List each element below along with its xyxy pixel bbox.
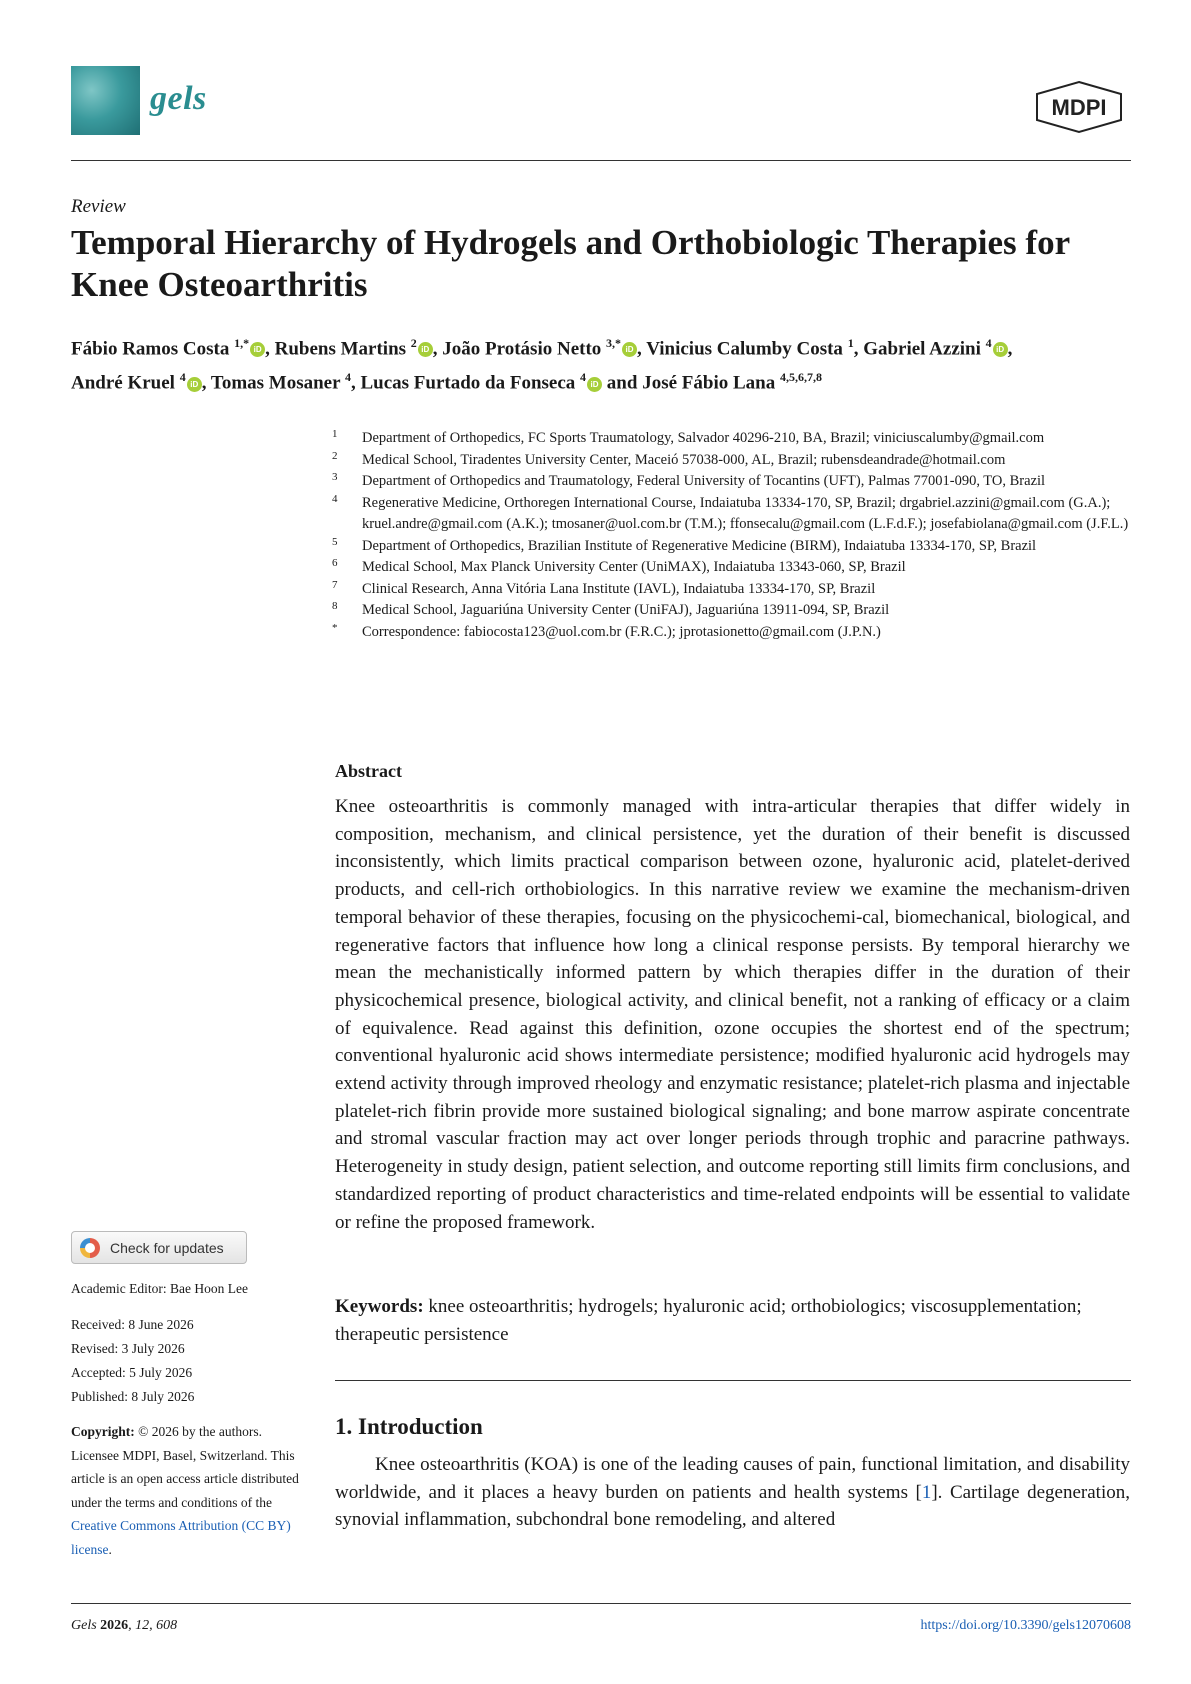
affiliation-number: 6 <box>332 557 338 569</box>
date-published: Published: 8 July 2026 <box>71 1389 195 1404</box>
section-heading-introduction: 1. Introduction <box>335 1414 483 1439</box>
affiliation-item <box>332 579 1132 601</box>
keywords-text: knee osteoarthritis; hydrogels; hyaluronic acid; orthobiologics; viscosupplementation; therapeutic persistence <box>335 1296 1082 1345</box>
date-received: Received: 8 June 2026 <box>71 1317 194 1332</box>
affiliation-number: 4 <box>332 492 338 505</box>
orcid-icon[interactable]: iD <box>250 342 265 357</box>
author-list <box>71 329 1137 398</box>
author-name: Lucas Furtado da Fonseca <box>360 372 576 394</box>
date-revised: Revised: 3 July 2026 <box>71 1341 185 1356</box>
author-affiliation-sup: 2 <box>410 336 417 350</box>
author-separator: , <box>265 338 275 360</box>
author-separator: and <box>602 372 643 394</box>
mdpi-logo-text: MDPI <box>1051 95 1107 120</box>
affiliation-number: 5 <box>332 535 338 548</box>
author-name: Vinicius Calumby Costa <box>646 338 843 360</box>
affiliation-item <box>332 450 1132 472</box>
mdpi-logo <box>1031 80 1127 134</box>
intro-text-part2: ]. Cartilage degeneration, synovial inflammation, subchondral bone remodeling, and altered <box>335 1481 1130 1531</box>
author-line-2 <box>71 363 1137 397</box>
citation-link[interactable]: 1 <box>921 1481 932 1503</box>
author-separator: , <box>350 372 361 394</box>
author-affiliation-sup: 3,* <box>606 336 622 350</box>
check-updates-label: Check for updates <box>110 1239 224 1256</box>
footer-journal: Gels <box>71 1618 97 1633</box>
affiliation-text: Department of Orthopedics and Traumatology, Federal University of Tocantins (UFT), Palmas 77001-090, TO, Brazil <box>362 473 1046 489</box>
article-title: Temporal Hierarchy of Hydrogels and Orthobiologic Therapies for Knee Osteoarthritis <box>71 223 1070 304</box>
author-separator: , <box>201 372 211 394</box>
author-separator: , <box>432 338 443 360</box>
author-name: André Kruel <box>71 372 175 394</box>
footer-year: 2026 <box>100 1618 129 1633</box>
affiliation-text: Clinical Research, Anna Vitória Lana Institute (IAVL), Indaiatuba 13334-170, SP, Brazil <box>362 580 876 597</box>
license-link[interactable]: Creative Commons Attribution (CC BY) license <box>71 1518 291 1557</box>
article-type: Review <box>71 196 126 217</box>
date-accepted: Accepted: 5 July 2026 <box>71 1365 193 1380</box>
orcid-icon[interactable]: iD <box>587 377 602 392</box>
affiliation-item <box>332 471 1132 493</box>
affiliation-item <box>332 622 1132 644</box>
author-affiliation-sup: 4 <box>344 370 351 385</box>
author-name: José Fábio Lana <box>642 372 776 394</box>
check-for-updates-button[interactable] <box>71 1231 247 1264</box>
affiliation-text: Medical School, Max Planck University Center (UniMAX), Indaiatuba 13343-060, SP, Brazil <box>362 559 906 575</box>
intro-text-part1: Knee osteoarthritis (KOA) is one of the leading causes of pain, functional limitation, and disability worldwide, and it places a heavy burden on patients and health systems [ <box>335 1454 1130 1503</box>
journal-logo-image <box>71 66 140 135</box>
author-line-1 <box>71 329 1137 363</box>
author-affiliation-sup: 4 <box>985 336 992 350</box>
footer-volume-pages: , 12, 608 <box>128 1618 178 1633</box>
author-affiliation-sup: 1 <box>847 336 854 350</box>
author-separator: , <box>1007 338 1013 360</box>
affiliation-number: 1 <box>332 428 338 440</box>
academic-editor: Academic Editor: Bae Hoon Lee <box>71 1281 248 1296</box>
orcid-icon[interactable]: iD <box>187 377 202 392</box>
author-name: João Protásio Netto <box>442 338 602 360</box>
footer-rule <box>71 1603 1131 1604</box>
affiliation-number: * <box>332 621 338 634</box>
affiliation-text: Regenerative Medicine, Orthoregen International Course, Indaiatuba 13334-170, SP, Brazil; drgabriel.azzini@gmail.com (G.A.); kruel.andre@gmail.com (A.K.); tmosaner@uol.com.br (T.M.); ffonsecalu@gmail.com (L.F.d.F.); josefabiolana@gmail.com (J.F.L.) <box>362 494 1129 532</box>
affiliation-item <box>332 557 1132 579</box>
author-separator: , <box>637 338 647 360</box>
affiliation-text: Correspondence: fabiocosta123@uol.com.br (F.R.C.); jprotasionetto@gmail.com (J.P.N.) <box>362 623 881 640</box>
journal-name: gels <box>150 80 207 117</box>
introduction-text <box>335 1451 1130 1534</box>
author-affiliation-sup: 4,5,6,7,8 <box>779 370 822 385</box>
check-updates-icon <box>80 1238 100 1258</box>
author-affiliation-sup: 4 <box>580 370 587 385</box>
author-name: Fábio Ramos Costa <box>71 338 230 360</box>
author-name: Gabriel Azzini <box>863 338 981 360</box>
affiliation-item <box>332 600 1132 622</box>
affiliation-number: 8 <box>332 600 338 612</box>
license-end: . <box>108 1541 112 1557</box>
affiliation-text: Department of Orthopedics, Brazilian Institute of Regenerative Medicine (BIRM), Indaiatuba 13334-170, SP, Brazil <box>362 537 1037 554</box>
affiliation-item <box>332 428 1132 450</box>
orcid-icon[interactable]: iD <box>418 342 433 357</box>
copyright-notice <box>71 1420 306 1561</box>
author-affiliation-sup: 1,* <box>234 336 250 350</box>
abstract-heading: Abstract <box>335 761 402 781</box>
header-rule <box>71 160 1131 161</box>
affiliation-number: 7 <box>332 578 338 591</box>
footer-citation <box>71 1618 177 1634</box>
keywords-label: Keywords: <box>335 1296 424 1317</box>
affiliation-number: 2 <box>332 449 338 462</box>
doi-link[interactable]: https://doi.org/10.3390/gels12070608 <box>920 1618 1131 1633</box>
orcid-icon[interactable]: iD <box>993 342 1008 357</box>
author-separator: , <box>853 338 864 360</box>
abstract-text: Knee osteoarthritis is commonly managed with intra-articular therapies that differ widely in composition, mechanism, and clinical persistence, yet the duration of their benefit is discussed inconsistently, which limits practical comparison between ozone, hyaluronic acid, platelet-derived products, and cell-rich orthobiologics. In this narrative review we examine the mechanism-driven temporal behavior of these therapies, focusing on the physicochemi-cal, biomechanical, biological, and regenerative factors that influence how long a clinical response persists. By temporal hierarchy we mean the mechanistically informed pattern by which therapies differ in the duration of their physicochemical presence, biological activity, and clinical benefit, not a ranking of efficacy or a claim of equivalence. Read against this definition, ozone occupies the shortest end of the spectrum; conventional hyaluronic acid shows intermediate persistence; modified hyaluronic acid hydrogels may extend activity through improved rheology and enzymatic resistance; platelet-rich plasma and injectable platelet-rich fibrin provide more sustained biological signaling; and bone marrow aspirate concentrate and stromal vascular fraction may act over longer periods through trophic and paracrine pathways. Heterogeneity in study design, patient selection, and outcome reporting still limits firm conclusions, and standardized reporting of product characteristics and time-related endpoints will be essential to validate or refine the proposed framework. <box>335 796 1130 1233</box>
affiliation-text: Medical School, Tiradentes University Center, Maceió 57038-000, AL, Brazil; rubensdeandrade@hotmail.com <box>362 451 1006 468</box>
affiliation-list <box>332 428 1132 643</box>
affiliation-item <box>332 536 1132 558</box>
author-affiliation-sup: 4 <box>179 370 186 385</box>
orcid-icon[interactable]: iD <box>622 342 637 357</box>
author-name: Tomas Mosaner <box>210 372 341 394</box>
affiliation-text: Department of Orthopedics, FC Sports Traumatology, Salvador 40296-210, BA, Brazil; viniciuscalumby@gmail.com <box>362 430 1045 446</box>
abstract-rule <box>335 1380 1131 1381</box>
affiliation-number: 3 <box>332 471 338 483</box>
keywords <box>335 1293 1130 1349</box>
copyright-text: © 2026 by the authors. Licensee MDPI, Basel, Switzerland. This article is an open access article distributed under the terms and conditions of the <box>71 1424 299 1510</box>
author-name: Rubens Martins <box>274 338 407 360</box>
copyright-label: Copyright: <box>71 1424 135 1439</box>
affiliation-item <box>332 493 1132 536</box>
affiliation-text: Medical School, Jaguariúna University Center (UniFAJ), Jaguariúna 13911-094, SP, Brazil <box>362 602 890 618</box>
